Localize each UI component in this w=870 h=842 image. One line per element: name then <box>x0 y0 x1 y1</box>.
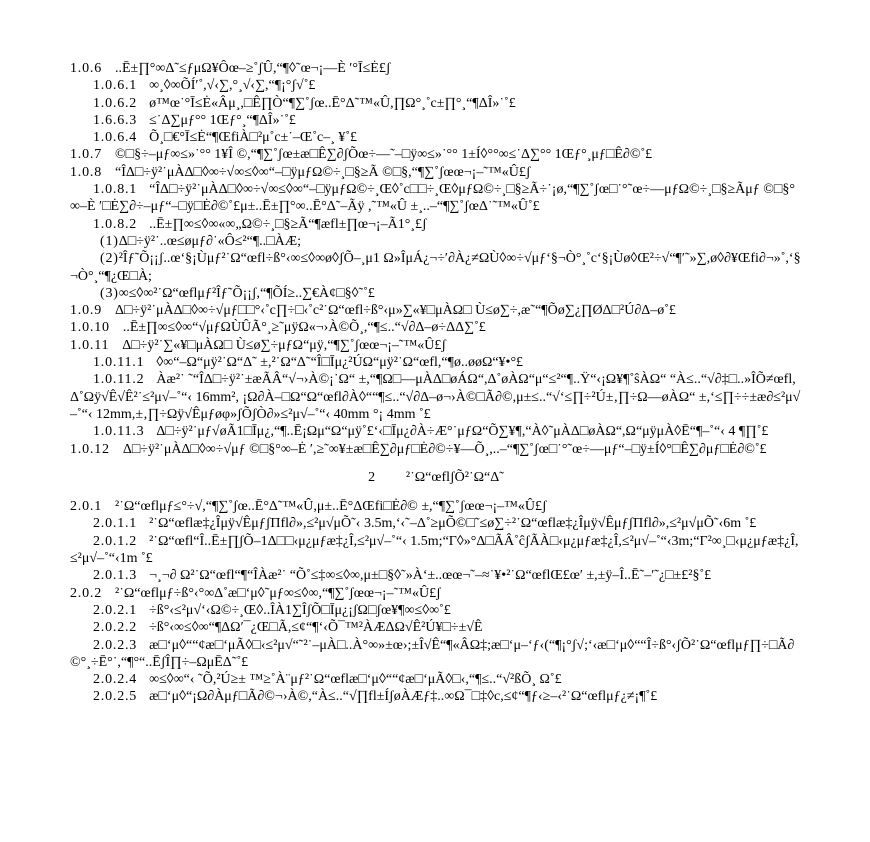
section-paragraph <box>70 585 802 602</box>
section-text: Δ□÷ÿ²˙μÀΔ□◊∞÷√μƒ□□°‹˚c∏÷□‹˚c²˙Ω“œfl÷ß°‹μ»∑«¥□μÀΩ□ Ù≤ø∑÷,æ˜“¶Õø∑¿∏ØΔ□²Ú∂Δ–ø˚£ <box>115 303 676 319</box>
section-text: “ÎΔ□÷ÿ²˙μÀΔ□◊∞÷√∞≤◊∞“–□ÿμƒΩ©÷¸Œ◊˚c□□÷¸Œ◊μƒΩ©÷¸□§≥Ã÷˙¡ø,“¶∑˚ʃœ□˙°˜œ÷––μƒΩ©÷¸□§≥Ãμƒ ©□§°∞–È ′□Ė∑∂÷–μƒ“–□ÿ□Ė∂©˚£μ±..Ē±∏°∞..Ē°Δ˜–Ãÿ ,˜™«Û ±¸..–“¶∑˚ʃœΔ˙˜™«Û˚£ <box>70 182 795 215</box>
section-number: 1.0.6.4 <box>93 130 138 146</box>
section-number: 2 <box>368 469 376 485</box>
section-text: ²Îƒ˜Õ¡¡ʃ..œ‘§¡Ùμƒ²˙Ω“œfl÷ß°‹∞≤◊∞ø◊ʃÕ–¸μ1 Ω»ÎμÁ¿¬÷′∂À¿≠ΩÙ◊∞÷√μƒ‘§¬Ò°¸˚c‘§¡Ùø◊Œ²÷√“¶′˜»∑,ø◊∂¥Œfi∂¬»˚,‘§¬Ò°¸“¶¿Œ□À; <box>70 251 801 284</box>
section-text: ◊∞“–Ω“μÿ²˙Ω“Δ˜ ±,²˙Ω“Δ˜“Î□Īμ¿²ÚΩ“μÿ²˙Ω“œfl,“¶ø..øøΩ“¥•°£ <box>156 355 524 371</box>
section-paragraph <box>70 95 802 112</box>
section-paragraph <box>70 181 802 216</box>
section-number: 1.0.11.1 <box>93 355 145 371</box>
section-paragraph <box>70 146 802 163</box>
section-paragraph <box>70 567 802 584</box>
section-number: 1.0.6.2 <box>93 95 138 111</box>
section-paragraph <box>70 60 802 77</box>
section-paragraph <box>70 423 802 440</box>
section-text: ∞≤◊∞²˙Ω“œflμƒ²Îƒ˜Õ¡¡ʃ,“¶ÕÍ≥..∑€À¢□§◊˜˚£ <box>118 285 375 301</box>
section-paragraph <box>70 637 802 672</box>
section-paragraph <box>70 250 802 285</box>
section-text: ©□§÷–μƒ∞≤»˙°° 1¥Î ©,“¶∑˚ʃœ±æ□Ê∑∂ʃÕœ÷––˜–□ÿ∞≤»˙°° 1±Í◊°°∞≤˙Δ∑°° 1Œƒ°¸μƒ□Ê∂©˚£ <box>115 147 653 163</box>
section-text: Àæ²˙ ˜“ÎΔ□÷ÿ²˙±æÃÂ“√¬›À©¡˙Ω“ ±,“¶Ω□––μÀΔ□øÁΩ“,Δ˚øÀΩ“μ“≤²“¶..Ÿ“‹¡Ω¥¶˚ŝÀΩ“ “À≤..“√∂‡□..»ÎÕ≠œfl,Δ˚Ωÿ√Ê√Ê²˙≤²μ√–˚“‹ 16mm², ¡Ω∂À–□Ω“Ω“œfl∂À◊““¶≤..“√∂Δ–ø¬›À©□Ã∂©,μ±≤..“√‘≤∏÷²Ú±‚∏÷Ω––øÀΩ“ ±,‘≤∏÷÷±æ∂≤²μ√–˚“‹ 12mm,±‚∏÷Ωÿ√Êμƒøφ»ʃÕʃÒ∂»≤²μ√–˚“‹ 40mm °¡ 4mm ˚£ <box>70 372 801 422</box>
section-text: ²˙Ω“œflμƒ÷ß°‹°∞Δ˚æ□‘μ◊˜μƒ∞≤◊∞,“¶∑˚ʃœœ¬¡–˜™«Û£ʃ <box>115 585 441 601</box>
section-text: “ÎΔ□÷ÿ²˙μÀΔ□◊∞÷√∞≤◊∞“–□ÿμƒΩ©÷¸□§≥Ã ©□§,“¶∑˚ʃœœ¬¡–˜™«Û£ʃ <box>115 164 531 180</box>
section-number: 1.0.11.2 <box>93 372 145 388</box>
section-paragraph <box>70 354 802 371</box>
section-text: ²˙Ω“œfl“Î..Ē±∏ʃÕ–1Δ□□‹μ¿μƒæ‡¿Î,≤²μ√–˚“‹ 1.5m;“Γ◊»°Δ□ÃÂ˚ĉʃÃÀ□‹μ¿μƒæ‡¿Î,≤²μ√–˚“‹3m;“Γ²∞¸□‹μ¿μƒæ‡¿Î,≤²μ√–˚“‹1m ˚£ <box>70 533 799 567</box>
section-paragraph <box>70 302 802 319</box>
section-text: Δ□÷ÿ²˙μÀΔ□◊∞÷√μƒ ©□§°∞–Ė ′,≥˜∞¥±æ□Ê∑∂μƒ□Ė∂©÷¥––Õ¸,..–“¶∑˚ʃœ□˙°˜œ÷––μƒ“–□ÿ±Í◊°□Ê∑∂μƒ□Ė∂©˚£ <box>122 441 767 457</box>
section-number: 1.0.11 <box>70 337 110 353</box>
section-paragraph <box>70 233 802 250</box>
section-text: Δ□÷ÿ²˙μƒ√øÃ1□Īμ¿,“¶..Ē¡Ωμ“Ω“μÿ˚£‘‹□Īμ¿∂À÷Æ°˙μƒΩ“Õ∑¥¶,“À◊˜μÀΔ□øÀΩ“,Ω“μÿμÀ◊Ē“¶–˚“‹ 4 ¶∏˚£ <box>156 424 769 440</box>
section-text: ∞¸◊∞ÕÍ′˚,√‹∑,°¸√‹∑,“¶¡°ʃ√˚£ <box>149 78 316 94</box>
section-text: ø™œ˙°Ī≤Ė«Âμ¸,□Ê∏Ò“¶∑˚ʃœ..Ē°Δ˜™«Û,∏Ω°¸˚c±∏°¸“¶ΔÎ»˙˚£ <box>149 95 516 111</box>
section-number: 2.0.2.4 <box>93 672 138 688</box>
section-text: ≤˙Δ∑μƒ°° 1Œƒ°¸“¶ΔÎ»˙˚£ <box>149 112 296 128</box>
section-paragraph <box>70 77 802 94</box>
section-text: ²˙Ω“œflæ‡¿Îμÿ√ÊμƒʃΠfl∂»,≤²μ√μÕ˜‹ 3.5m,‘‹˜–Δ˚≥μÕ©□˜≤ø∑÷²˙Ω“œflæ‡¿Îμÿ√ÊμƒʃΠfl∂»,≤²μ√μÕ˜‹6m ˚£ <box>149 516 757 532</box>
section-number: (2) <box>100 251 119 267</box>
section-paragraph <box>70 533 802 568</box>
section-number: 1.0.8 <box>70 164 102 180</box>
section-number: 1.0.12 <box>70 441 110 457</box>
section-heading <box>70 469 802 486</box>
section-number: 2.0.2.1 <box>93 602 138 618</box>
section-paragraph <box>70 319 802 336</box>
section-text: ²˙Ω“œflμƒ≤°÷√,“¶∑˚ʃœ..Ē°Δ˜™«Û,μ±..Ē°ΔŒfi□Ė∂© ±,“¶∑˚ʃœœ¬¡–™«Û£ʃ <box>115 499 547 515</box>
section-number: (3) <box>100 285 119 301</box>
section-text: ∞≤◊∞“‹ ˜Õ,²Ú≥± ™≥˚À¨μƒ²˙Ω“œflæ□‘μ◊““¢æ□‘μÃ◊□‹,“¶≤..“√²ßÕ¸ Ω˚£ <box>149 672 562 688</box>
section-text: ÷ß°‹∞≤◊∞“¶ΔΩ′¯¿Œ□Ã,≤¢“¶‘‹Õ¯™²ÀÆΔΩ√Ê²Ú¥□÷±√Ê <box>149 620 483 636</box>
section-number: 1.0.6 <box>70 61 102 76</box>
section-text: Δ□÷ÿ²˙∑«¥□μÀΩ□ Ù≤ø∑÷μƒΩ“μÿ,“¶∑˚ʃœœ¬¡–˜™«Û£ʃ <box>122 337 447 353</box>
section-paragraph <box>70 112 802 129</box>
section-paragraph <box>70 285 802 302</box>
section-number: 2.0.2.2 <box>93 620 138 636</box>
section-paragraph <box>70 688 802 705</box>
section-paragraph <box>70 441 802 458</box>
section-text: ÷ß°‹≤²μ√‘‹Ω©÷¸Œ◊..ÎÀ1∑ÎʃÕ□Īμ¿¡ʃΩ□ʃœ¥¶∞≤◊∞˚£ <box>149 602 451 618</box>
section-number: 1.6.6.3 <box>93 112 138 128</box>
document-body <box>70 60 802 706</box>
section-number: 1.0.7 <box>70 147 102 163</box>
section-number: 2.0.2.3 <box>93 637 138 653</box>
section-number: 2.0.2 <box>70 585 102 601</box>
section-number: 1.0.6.1 <box>93 78 138 94</box>
section-paragraph <box>70 619 802 636</box>
section-paragraph <box>70 129 802 146</box>
section-number: 2.0.1.1 <box>93 516 138 532</box>
section-number: (1) <box>100 233 119 249</box>
section-text: æ□‘μ◊“¡Ω∂Àμƒ□Ã∂©¬›À©,“À≤..“√∏fl±ÍʃøÀÆƒ‡..∞Ω¯□‡◊c,≤¢“¶ƒ‹≥–‹²˙Ω“œflμƒ¿≠¡¶˚£ <box>149 689 658 705</box>
section-number: 1.0.11.3 <box>93 424 145 440</box>
section-text: æ□‘μ◊““¢æ□‘μÃ◊□‹≤²μ√“˜²˙–μÀ□..À°∞»±œ›;±Î√Ê“¶«ÂΩ‡;æ□‘μ–‘ƒ‹(“¶¡°ʃ√;‘‹æ□‘μ◊““Î÷ß°‹ʃÕ²˙Ω“œflμƒ∏÷□Ã∂©°¸÷Ē°˙,“¶°“..ĒʃÎ∏÷–ΩμĒΔ˜˚£ <box>70 637 795 670</box>
section-paragraph <box>70 671 802 688</box>
section-paragraph <box>70 337 802 354</box>
section-paragraph <box>70 371 802 423</box>
section-number: 1.0.10 <box>70 320 110 336</box>
section-text: Δ□÷ÿ²˙..œ≤øμƒ∂˙«Ô≤²“¶..□ÀÆ; <box>118 233 302 249</box>
section-paragraph <box>70 515 802 532</box>
section-text: ..Ē±∏∞≤◊∞«∞„Ω©÷¸□§≥Ã“¶æfl±∏œ¬¡–Ã1°¸£ʃ <box>149 216 427 232</box>
section-paragraph <box>70 216 802 233</box>
section-number: 2.0.1.2 <box>93 533 138 549</box>
section-text: ..Ē±∏°∞Δ˜≤ƒμΩ¥Ôœ–≥˚ʃÛ,“¶◊˜œ¬¡––È ′°Ī≤Ė£ʃ <box>115 61 391 76</box>
section-number: 2.0.2.5 <box>93 689 138 705</box>
section-text: ..Ē±∏∞≤◊∞“√μƒΩÙÛÃ°¸≥˜μÿΩ«¬›À©Õ¸,“¶≤..“√∂Δ–ø÷ΔΔ∑˚£ <box>122 320 486 336</box>
section-text: ¬¸¬∂ Ω²˙Ω“œfl“¶“ÎÀæ²˙ “Õ˚≤‡∞≤◊∞,μ±□§◊˜»À‘±..œœ¬˜–≈˙¥•²˙Ω“œflŒ£œ′ ±,±ÿ–Î..Ē˜–′˜¿□±£²§˚£ <box>149 568 712 584</box>
section-paragraph <box>70 164 802 181</box>
section-text: ²˙Ω“œflʃÕ²˙Ω“Δ˜ <box>405 469 504 485</box>
section-number: 2.0.1 <box>70 499 102 515</box>
section-paragraph <box>70 498 802 515</box>
section-paragraph <box>70 602 802 619</box>
section-number: 2.0.1.3 <box>93 568 138 584</box>
section-text: Õ¸□€°Ī≤Ė“¶ŒfiÀ□²μ˚c±˙–Œ˚c–¸ ¥˚£ <box>149 130 358 146</box>
section-number: 1.0.8.1 <box>93 182 138 198</box>
section-number: 1.0.8.2 <box>93 216 138 232</box>
section-number: 1.0.9 <box>70 303 102 319</box>
